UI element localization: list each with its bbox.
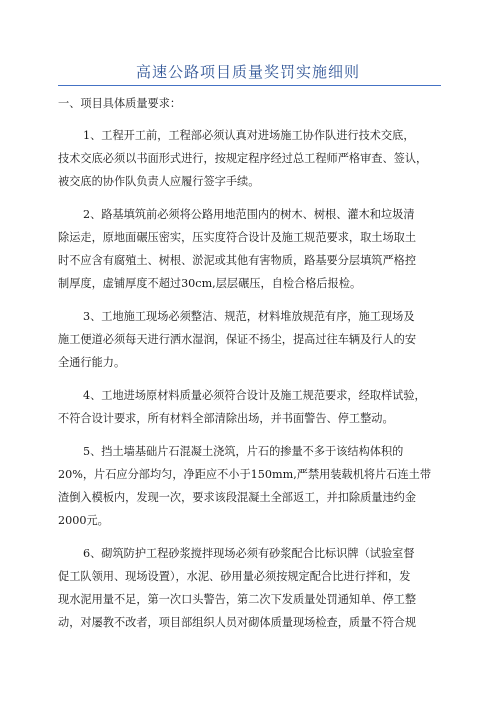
paragraph-line: 时不应含有腐殖土、树根、淤泥或其他有害物质，路基要分层填筑严格控 xyxy=(58,254,417,267)
paragraph-line: 1、工程开工前，工程部必须认真对进场施工协作队进行技术交底， xyxy=(83,129,415,142)
paragraph-line: 2、路基填筑前必须将公路用地范围内的树木、树根、灌木和垃圾清 xyxy=(83,208,415,221)
paragraph-line: 渣倒入模板内，发现一次，要求该段混凝土全部返工，并扣除质量违约金 xyxy=(58,491,417,504)
paragraph-line: 4、工地进场原材料质量必须符合设计及施工规范要求，经取样试验， xyxy=(83,389,426,402)
paragraph-line: 5、挡土墙基础片石混凝土浇筑，片石的掺量不多于该结构体积的 xyxy=(83,445,404,458)
paragraph-line: 全通行能力。 xyxy=(58,356,126,369)
paragraph-line: 技术交底必须以书面形式进行，按规定程序经过总工程师严格审查、签认， xyxy=(58,152,428,165)
paragraph-line: 6、砌筑防护工程砂浆搅拌现场必须有砂浆配合比标识牌（试验室督 xyxy=(83,547,415,560)
paragraph-line: 2000元。 xyxy=(58,514,109,527)
paragraph-line: 促工队领用、现场设置），水泥、砂用量必须按规定配合比进行拌和，发 xyxy=(58,570,411,583)
paragraph-line: 现水泥用量不足，第一次口头警告，第二次下发质量处罚通知单、停工整 xyxy=(58,593,417,606)
paragraph-line: 制厚度，虚铺厚度不超过30cm,层层碾压，自检合格后报检。 xyxy=(58,277,362,290)
paragraph-line: 20%，片石应分部均匀，净距应不小于150mm,严禁用装载机将片石连土带 xyxy=(58,468,432,481)
paragraph-line: 除运走，原地面碾压密实，压实度符合设计及施工规范要求，取土场取土 xyxy=(58,231,417,244)
paragraph-line: 被交底的协作队负责人应履行签字手续。 xyxy=(58,175,260,188)
paragraph-line: 施工便道必须每天进行洒水湿润，保证不扬尘，提高过往车辆及行人的安 xyxy=(58,333,417,346)
document-title: 高速公路项目质量奖罚实施细则 xyxy=(135,63,360,81)
paragraph-line: 动，对屡教不改者，项目部组织人员对砌体质量现场检查，质量不符合规 xyxy=(58,616,417,629)
title-underline xyxy=(58,85,441,86)
paragraph-line: 3、工地施工现场必须整洁、规范，材料堆放规范有序，施工现场及 xyxy=(83,310,415,323)
paragraph-line: 不符合设计要求，所有材料全部清除出场，并书面警告、停工整动。 xyxy=(58,412,394,425)
section-heading: 一、项目具体质量要求： xyxy=(58,97,182,110)
